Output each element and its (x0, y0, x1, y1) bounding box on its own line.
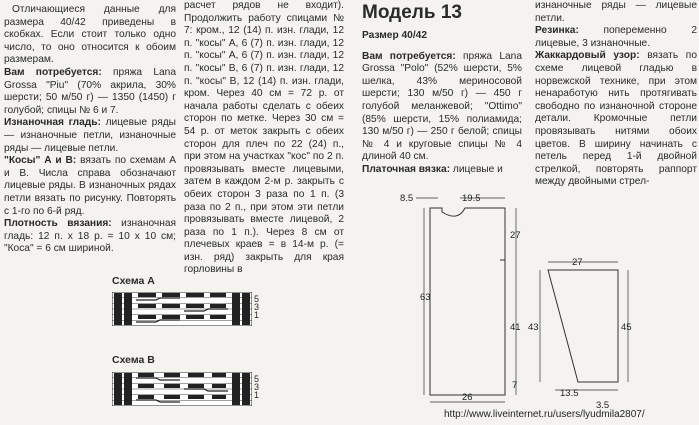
gauge-paragraph (4, 218, 176, 256)
dim-27b: 27 (572, 257, 583, 268)
schema-b-row-numbers (254, 375, 259, 399)
size-heading: Размер 40/42 (362, 30, 428, 41)
continuation-paragraph: изнаночные ряды — лицевые петли. (535, 0, 697, 24)
dim-63: 63 (420, 292, 431, 303)
column-4 (535, 0, 697, 189)
dim-26: 26 (462, 392, 473, 403)
column-2 (184, 0, 344, 277)
column-3 (362, 0, 522, 177)
cables-paragraph (4, 155, 176, 218)
dim-3-5: 3.5 (596, 400, 610, 411)
sleeve-outline (548, 270, 618, 382)
column-1 (4, 4, 176, 256)
materials-paragraph (4, 67, 176, 117)
rib-label: Резинка: (535, 25, 579, 37)
model-title: Модель 13 (362, 2, 462, 23)
purl-text: лицевые ряды — изнаночные петли, изнаночные ряды — лицевые петли. (4, 117, 176, 154)
dim-19-5: 19.5 (462, 193, 481, 204)
row-number: 1 (254, 390, 260, 400)
body-outline (430, 208, 505, 395)
plain-stitch-label: Платочная вязка: (362, 163, 451, 175)
row-number: 5 (254, 294, 260, 304)
plain-stitch-paragraph (362, 164, 522, 177)
materials-label: Вам потребуется: (4, 66, 102, 78)
cables-text: вязать по схемам А и В. Числа справа обозначают лицевые ряды. В изнаночных рядах петли вязать по рисунку. Повторять с 1-го по 6-й ряд. (4, 155, 176, 217)
intro-paragraph: Отличающиеся данные для размера 40/42 приведены в скобках. Если стоит только одно число, то оно относится к обоим размерам. (4, 4, 176, 66)
materials-text: пряжа Lana Grossa "Piu" (70% акрила, 30% шерсти; 50 м/50 г) — 1350 (1450) г голубой; спицы № 6 и 7. (4, 66, 176, 116)
rib-paragraph (535, 25, 697, 50)
jacquard-text: вязать по схеме лицевой гладью в норвежской технике, при этом ненаработую нить протягивать свободно по изнаночной стороне детали. Кромочные петли провязывать нитями обоих цветов. В ширину начинать с петель перед 1-й двойной стрелкой, повторять раппорт между двойными стрел- (535, 50, 697, 188)
row-number: 1 (254, 310, 260, 320)
rib-text: попеременно 2 лицевые, 3 изнаночные. (535, 25, 697, 49)
cables-label: "Косы" А и В: (4, 155, 77, 167)
watermark-url: http://www.liveinternet.ru/users/lyudmila2807/ (444, 409, 645, 420)
schema-a-chart (112, 292, 252, 326)
dim-27: 27 (510, 230, 521, 241)
schema-b-chart (112, 372, 252, 406)
pattern-diagram (400, 190, 699, 425)
purl-paragraph (4, 117, 176, 155)
row-number: 3 (254, 382, 260, 392)
instructions-paragraph: расчет рядов не входит). Продолжить работу спицами № 7: кром., 12 (14) п. изн. глади, 12 п. "косы" А, 6 (7) п. изн. глади, 12 п. "косы" А, 6 (7) п. изн. глади, 12 п. "косы" В, 6 (7) п. изн. глади, 12 п. "косы" В, 12 (14) п. изн. глади, кром. Через 40 см = 72 р. от начала работы сделать с обеих сторон по метке. Через 30 см = 54 р. от меток закрыть с обеих сторон для плеч по 22 (24) п., при этом на участках "кос" по 2 п. провязывать вместе лицевыми, затем в каждом 2-м р. закрыть с обеих сторон 3 раза по 1 п. (3 раза по 2 п., при этом эти петли провязывать вместе лицевой, 2 раза по 1 п.). Через 8 см от плечевых краев = в 14-м р. (= изн. ряд) закрыть для края горловины в (184, 0, 344, 276)
dim-13-5: 13.5 (560, 388, 579, 399)
schema-a-label: Схема А (112, 275, 155, 287)
dim-45: 45 (621, 322, 632, 333)
dim-41: 41 (510, 322, 521, 333)
jacquard-label: Жаккардовый узор: (535, 50, 640, 62)
schema-b-label: Схема В (112, 354, 155, 366)
dim-7: 7 (512, 380, 518, 391)
dim-43: 43 (528, 322, 539, 333)
gauge-text: изнаночная гладь: 12 п. х 18 р. = 10 х 10 см; "Коса" = 6 см шириной. (4, 218, 177, 255)
schema-a-row-numbers (254, 295, 259, 319)
row-number: 5 (254, 374, 260, 384)
gauge-label: Плотность вязания: (4, 218, 112, 230)
row-number: 3 (254, 302, 260, 312)
purl-label: Изнаночная гладь: (4, 117, 101, 129)
materials-label: Вам потребуется: (362, 50, 456, 62)
plain-stitch-text: лицевые и (450, 163, 503, 175)
jacquard-paragraph (535, 50, 697, 189)
materials-text: пряжа Lana Grossa "Polo" (52% шерсти, 5% шелка, 43% мериносовой шерсти; 130 м/50 г) — 450 г голубой меланжевой; "Ottimo" (85% шерсти, 15% полиамида; 130 м/50 г) — 250 г белой; спицы № 4 и круговые спицы № 4 длиной 40 см. (362, 50, 522, 163)
dim-8-5: 8.5 (400, 193, 414, 204)
materials-paragraph (362, 51, 522, 164)
